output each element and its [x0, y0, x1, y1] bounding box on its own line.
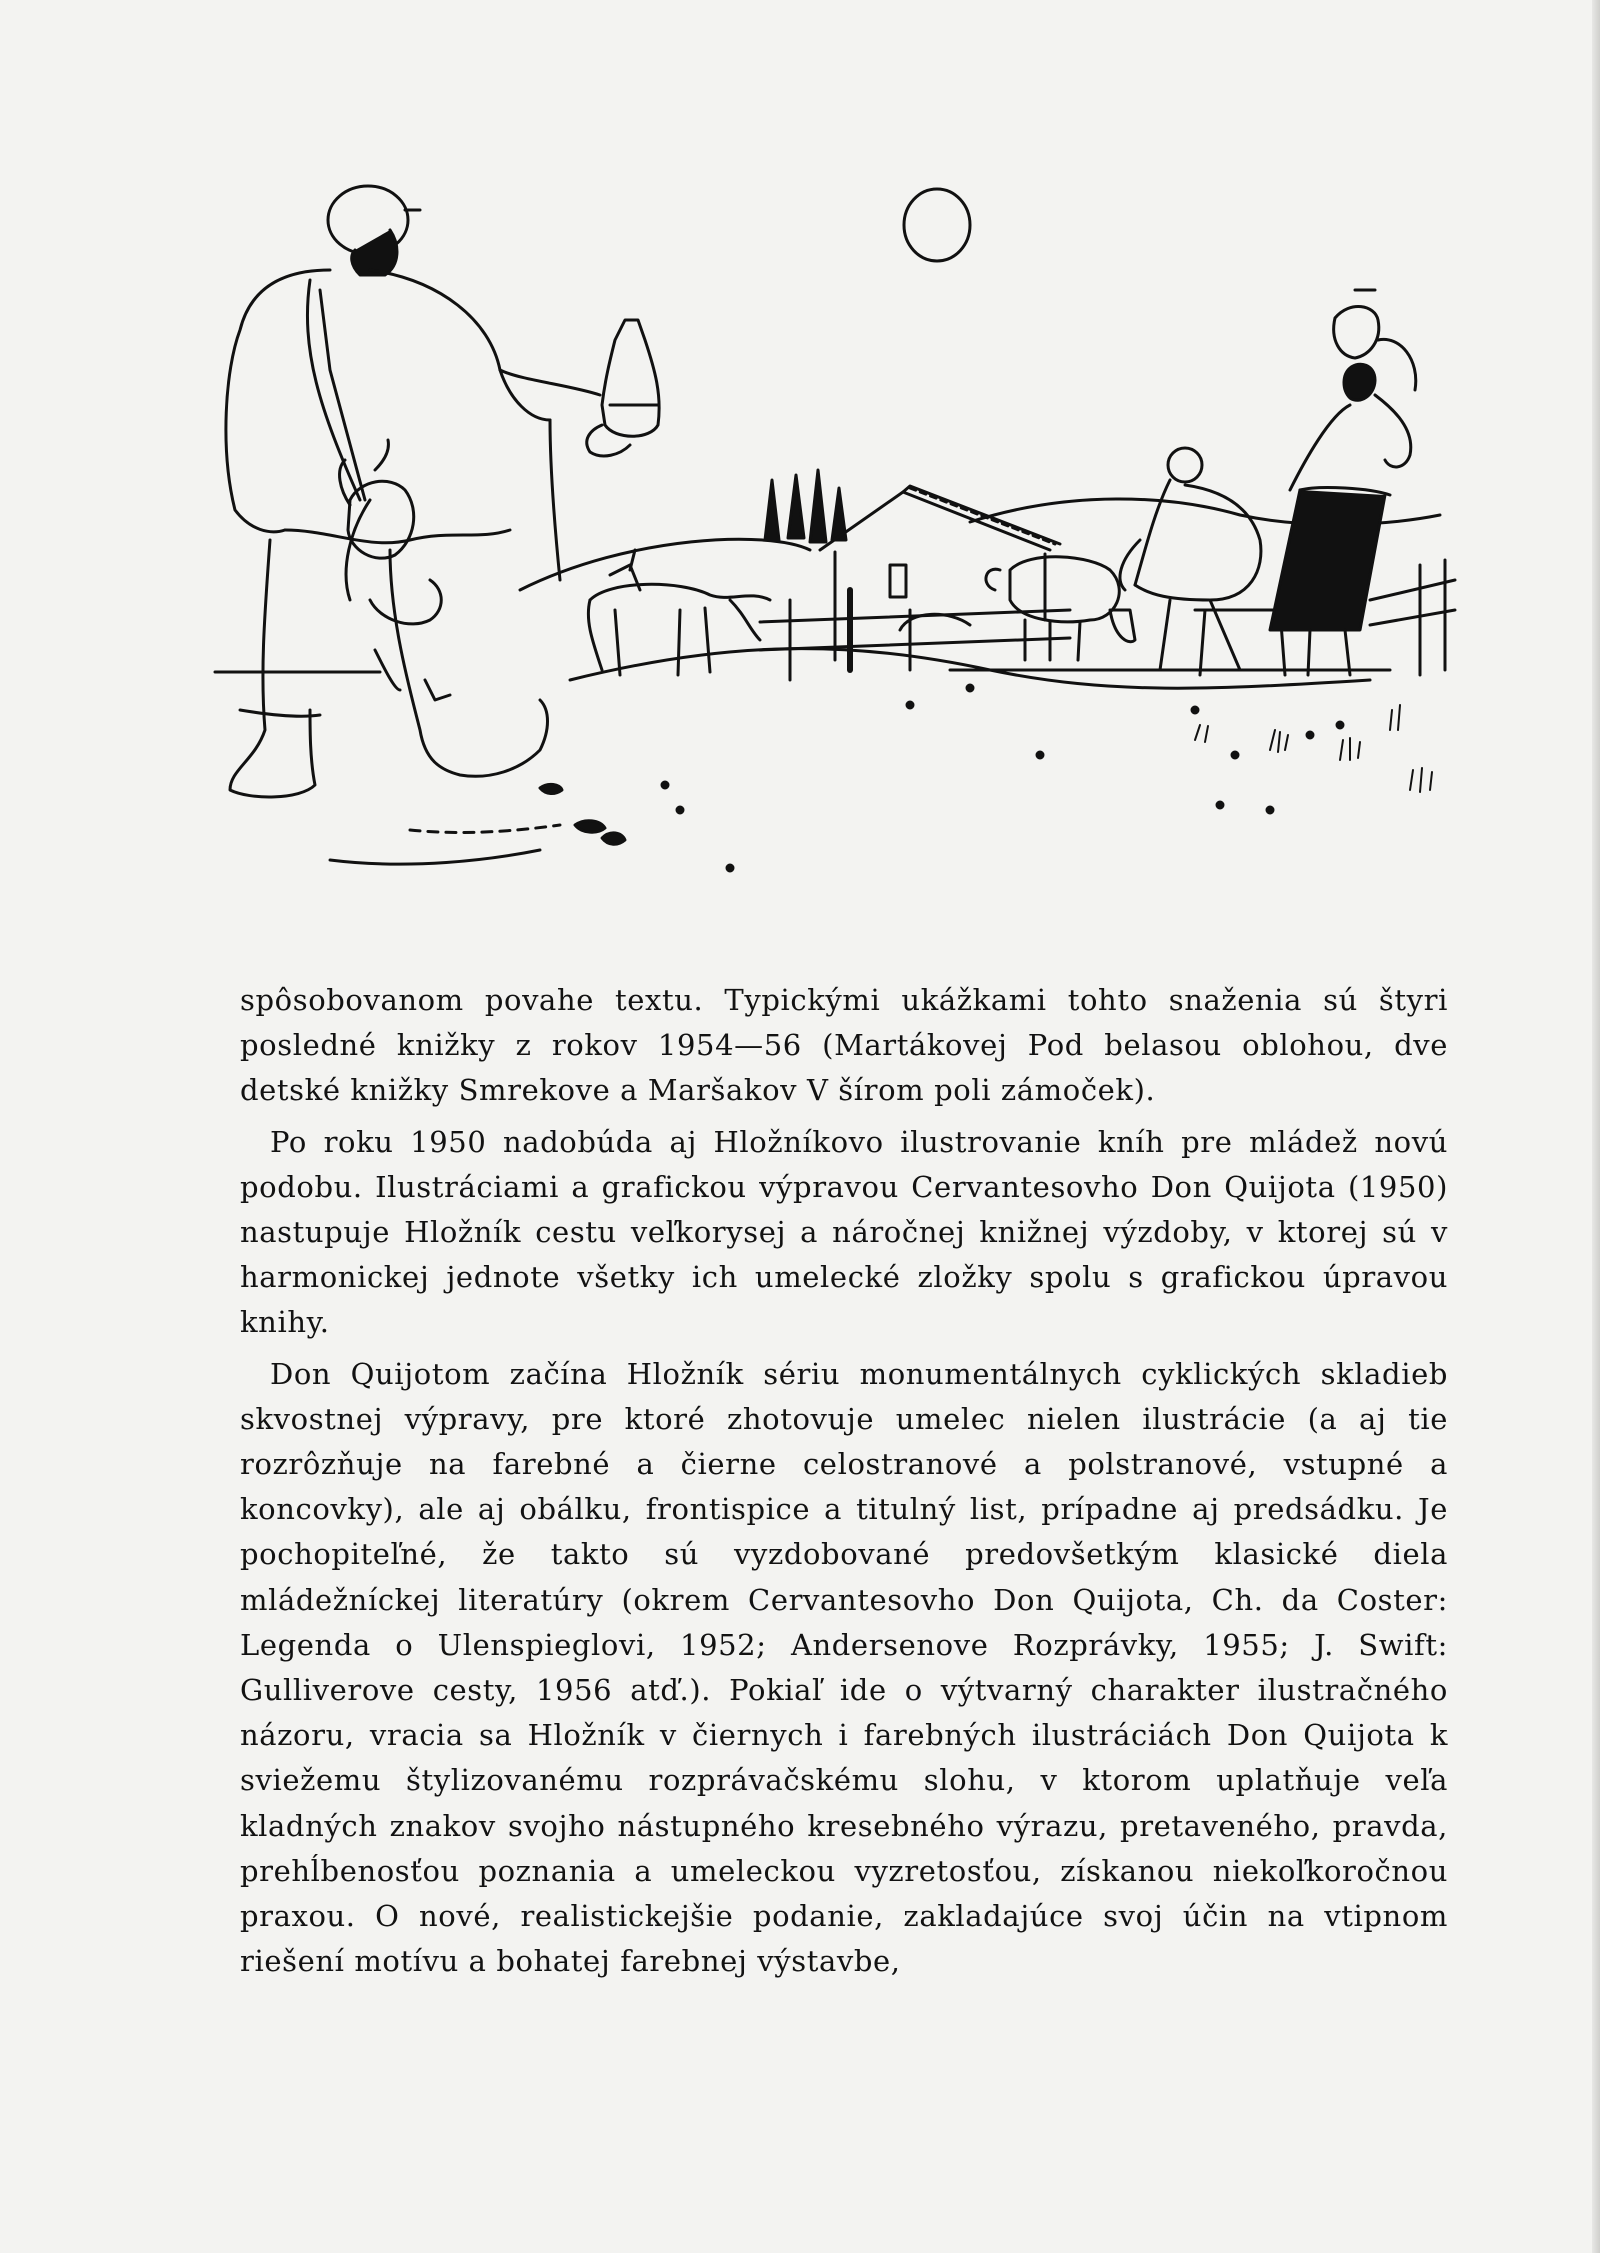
page-edge [1592, 0, 1600, 2253]
body-text [240, 978, 1448, 1984]
donkey [588, 550, 770, 675]
sun-icon [904, 189, 970, 261]
woman-with-jug [1270, 290, 1416, 675]
grass-tufts [1195, 705, 1432, 792]
ground-marks [540, 685, 1343, 871]
illustration [210, 170, 1460, 960]
cypress-trees [765, 470, 846, 542]
milking-man [1110, 448, 1261, 670]
paragraph: Don Quijotom začína Hložník sériu monumentálnych cyklických skladieb skvostnej výpravy, pre ktoré zhotovuje umelec nielen ilustrácie (a aj tie rozrôzňuje na farebné a čierne celostranové a polstranové, vstupné a koncovky), ale aj obálku, frontispice a titulný list, prípadne aj predsádku. Je pochopiteľné, že takto sú vyzdobované predovšetkým klasické diela mládežníckej literatúry (okrem Cervantesovho Don Quijota, Ch. da Coster: Legenda o Ulenspieglovi, 1952; Andersenove Rozprávky, 1955; J. Swift: Gulliverove cesty, 1956 atď.). Pokiaľ ide o výtvarný charakter ilustračného názoru, vracia sa Hložník v čiernych i farebných ilustráciách Don Quijota k sviežemu štylizovanému rozprávačskému slohu, v ktorom uplatňuje veľa kladných znakov svojho nástupného kresebného výrazu, pretaveného, pravda, prehĺbenosťou poznania a umeleckou vyzretosťou, získanou niekoľkoročnou praxou. O nové, realistickejšie podanie, zakladajúce svoj účin na vtipnom riešení motívu a bohatej farebnej výstavbe, [240, 1356, 1448, 1979]
paragraph: Po roku 1950 nadobúda aj Hložníkovo ilustrovanie kníh pre mládež novú podobu. Ilustráciami a grafickou výpravou Cervantesovho Don Quijota (1950) nastupuje Hložník cestu veľkorysej a náročnej knižnej výzdoby, v ktorej sú v harmonickej jednote všetky ich umelecké zložky spolu s grafickou úpravou knihy. [240, 1124, 1448, 1340]
bottle [587, 320, 659, 456]
sancho-figure [226, 186, 600, 797]
paragraph: spôsobovanom povahe textu. Typickými ukážkami tohto snaženia sú štyri posledné knižky z rokov 1954—56 (Martákovej Pod belasou oblohou, dve detské knižky Smrekove a Maršakov V šírom poli zámoček). [240, 983, 1448, 1108]
